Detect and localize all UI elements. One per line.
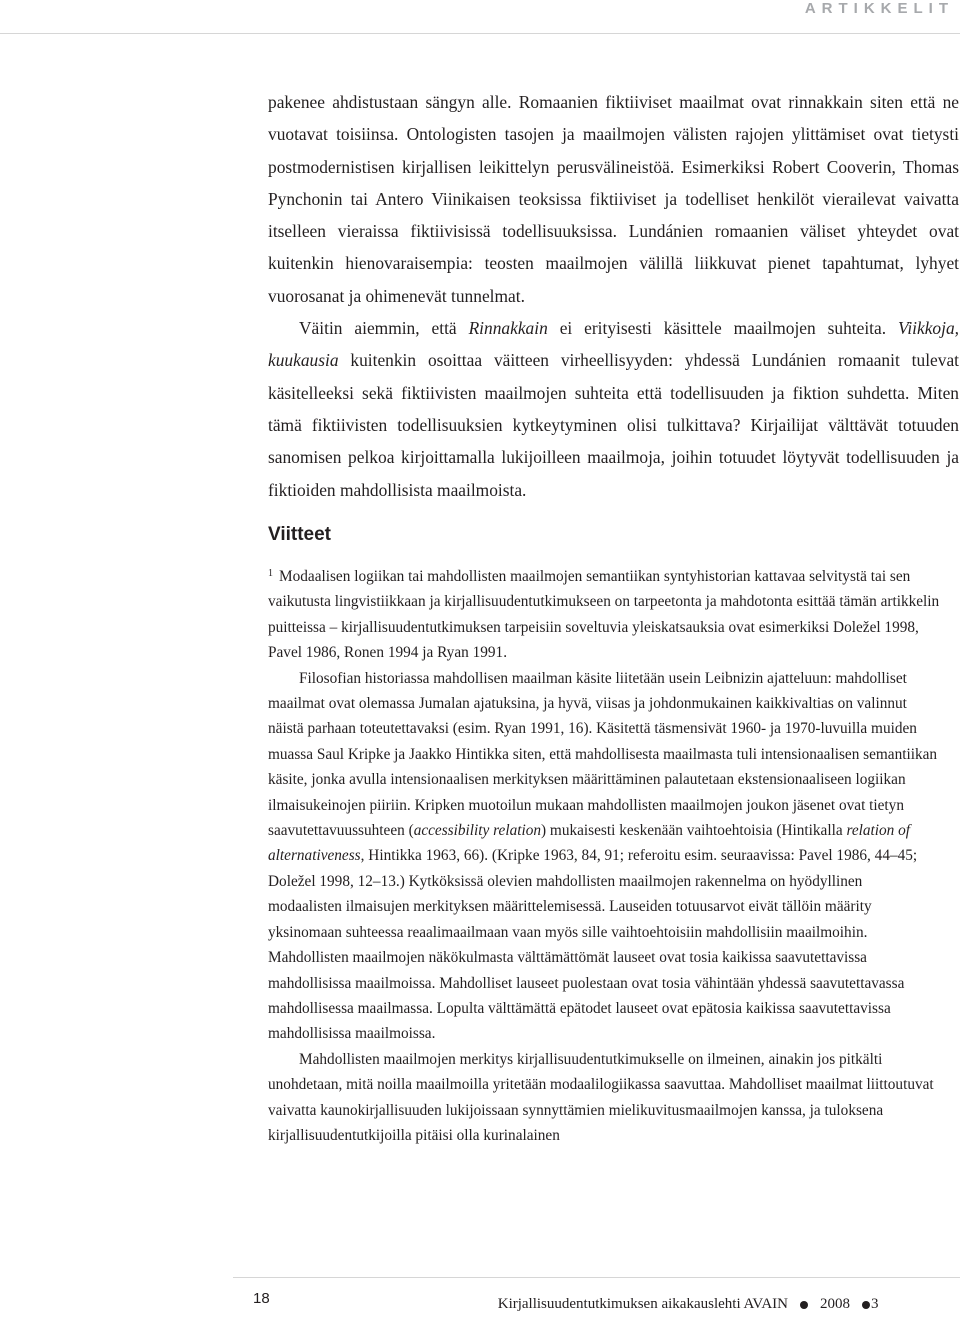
bullet-icon [800,1301,808,1309]
note-text: Modaalisen logiikan tai mahdollisten maailmojen semantiikan syntyhistorian kattavaa selvitystä tai sen vaikutusta lingvistiikkaan ja kirjallisuudentutkimukseen on tarpeetonta ja mahdotonta esittää tämän artikkelin puitteissa – kirjallisuudentutkimuksen tarpeisiin soveltuvia yleiskatsauksia ovat esimerkiksi Doležel 1998, Pavel 1986, Ronen 1994 ja Ryan 1991. [268,568,940,662]
article-body [268,86,959,506]
page-number: 18 [253,1290,270,1307]
body-paragraph [268,312,959,506]
journal-issue: 3 [871,1296,879,1312]
journal-year: 2008 [820,1296,850,1312]
note-term: relation of alternativeness [268,822,911,865]
book-title: Rinnakkain [468,318,548,339]
note-marker: 1 [268,568,273,579]
notes-section [268,561,940,1148]
body-text-run: Väitin aiemmin, että [299,318,469,339]
note-text: Filosofian historiassa mahdollisen maailman käsite liitetään usein Leibnizin ajatteluun: mahdolliset maailmat ovat olemassa Jumalan ajatuksina, ja hyvä, viisas ja johdonmukainen kaikkivaltias on valinnut näistä parhaan toteutettavaksi (esim. Ryan 1991, 16). Käsitettä täsmensivät 1960- ja 1970-luvuilla muiden muassa Saul Kripke ja Jaakko Hintikka siten, että mahdollisesta maailmasta tuli intensionaalisen semantiikan käsite, jonka avulla intensionaalisen merkityksen määrittäminen palautetaan ekstensionaaliseen logiikan ilmaisukeinojen piiriin. Kripken muotoilun mukaan mahdollisten maailmojen joukon jäsenet ovat tietyn saavutettavuussuhteen ( [268,669,938,840]
body-text-run: ei erityisesti käsittele maailmojen suhteita. [547,318,898,339]
body-paragraph: pakenee ahdistustaan sängyn alle. Romaanien fiktiiviset maailmat ovat rinnakkain siten että ne vuotavat toisiinsa. Ontologisten tasojen ja maailmojen välisten rajojen ylittämiset ovat tietysti postmodernistisen kirjallisen leikittelyn perusvälineistöä. Esimerkiksi Robert Cooverin, Thomas Pynchonin tai Antero Viinikaisen teoksissa fiktiiviset ja todelliset henkilöt vierailevat vaivatta itselleen vieraissa fiktiivisissä todellisuuksissa. Lundánien romaanien väliset yhteydet ovat kuitenkin hienovaraisempia: teosten maailmojen välillä liikkuvat pienet tapahtumat, lyhyet vuorosanat ja ohimenevät tunnelmat. [268,92,959,306]
note-paragraph [268,561,940,666]
section-label: ARTIKKELIT [804,0,954,17]
bullet-icon [862,1301,870,1309]
journal-name: Kirjallisuudentutkimuksen aikakauslehti AVAIN [497,1296,788,1312]
body-text-run: kuitenkin osoittaa väitteen virheellisyyden: yhdessä Lundánien romaanit tulevat käsitelleeksi sekä fiktiivisten maailmojen suhteita että todellisuuden ja fiktion suhdetta. Miten tämä fiktiivisten todellisuuksien kytkeytyminen olisi tulkittava? Kirjailijat välttävät totuuden sanomisen pelkoa kirjoittamalla lukijoilleen maailmoja, joihin totuudet löytyvät todellisuuden ja fiktioiden mahdollisista maailmoista. [268,350,959,500]
top-rule [0,33,960,34]
note-paragraph: Mahdollisten maailmojen merkitys kirjallisuudentutkimukselle on ilmeinen, ainakin jos pitkälti unohdetaan, mitä noilla maailmoilla yritetään modaalilogiikassa saavuttaa. Mahdolliset maailmat liittoutuvat vaivatta kaunokirjallisuuden lukijoissaan synnyttämien mielikuvitusmaailmojen kanssa, ja tuloksena kirjallisuudentutkijoilla pitäisi olla kurinalainen [268,1050,934,1144]
note-text: ) mukaisesti keskenään vaihtoehtoisia (Hintikalla [541,822,847,840]
note-text: , Hintikka 1963, 66). (Kripke 1963, 84, 91; referoitu esim. seuraavissa: Pavel 1986, 44–45; Doležel 1998, 12–13.) Kytköksissä olevien mahdollisten maailmojen rakennelma on hyödyllinen modaalisten ilmaisujen merkityksen määrittelemisessä. Lauseiden totuusarvot eivät tällöin määrity yksinomaan suhteessa reaalimaailmaan vaan myös sille vaihtoehtoisiin mahdollisiin maailmoihin. Mahdollisten maailmojen näkökulmasta välttämättömät lauseet ovat tosia kaikissa saavutettavissa mahdollisissa maailmoissa. Mahdolliset lauseet puolestaan ovat tosia vähintään yhdessä saavutettavassa mahdollisessa maailmassa. Lopulta välttämättä epätodet lauseet ovat epätosia kaikissa saavutettavissa mahdollisissa maailmoissa. [268,847,918,1043]
bottom-rule [233,1277,960,1278]
note-paragraph [268,666,940,1047]
book-title: Viikkoja, kuukausia [268,318,959,371]
note-term: accessibility relation [413,822,542,840]
notes-heading: Viitteet [268,524,332,545]
journal-footer [498,1296,882,1313]
